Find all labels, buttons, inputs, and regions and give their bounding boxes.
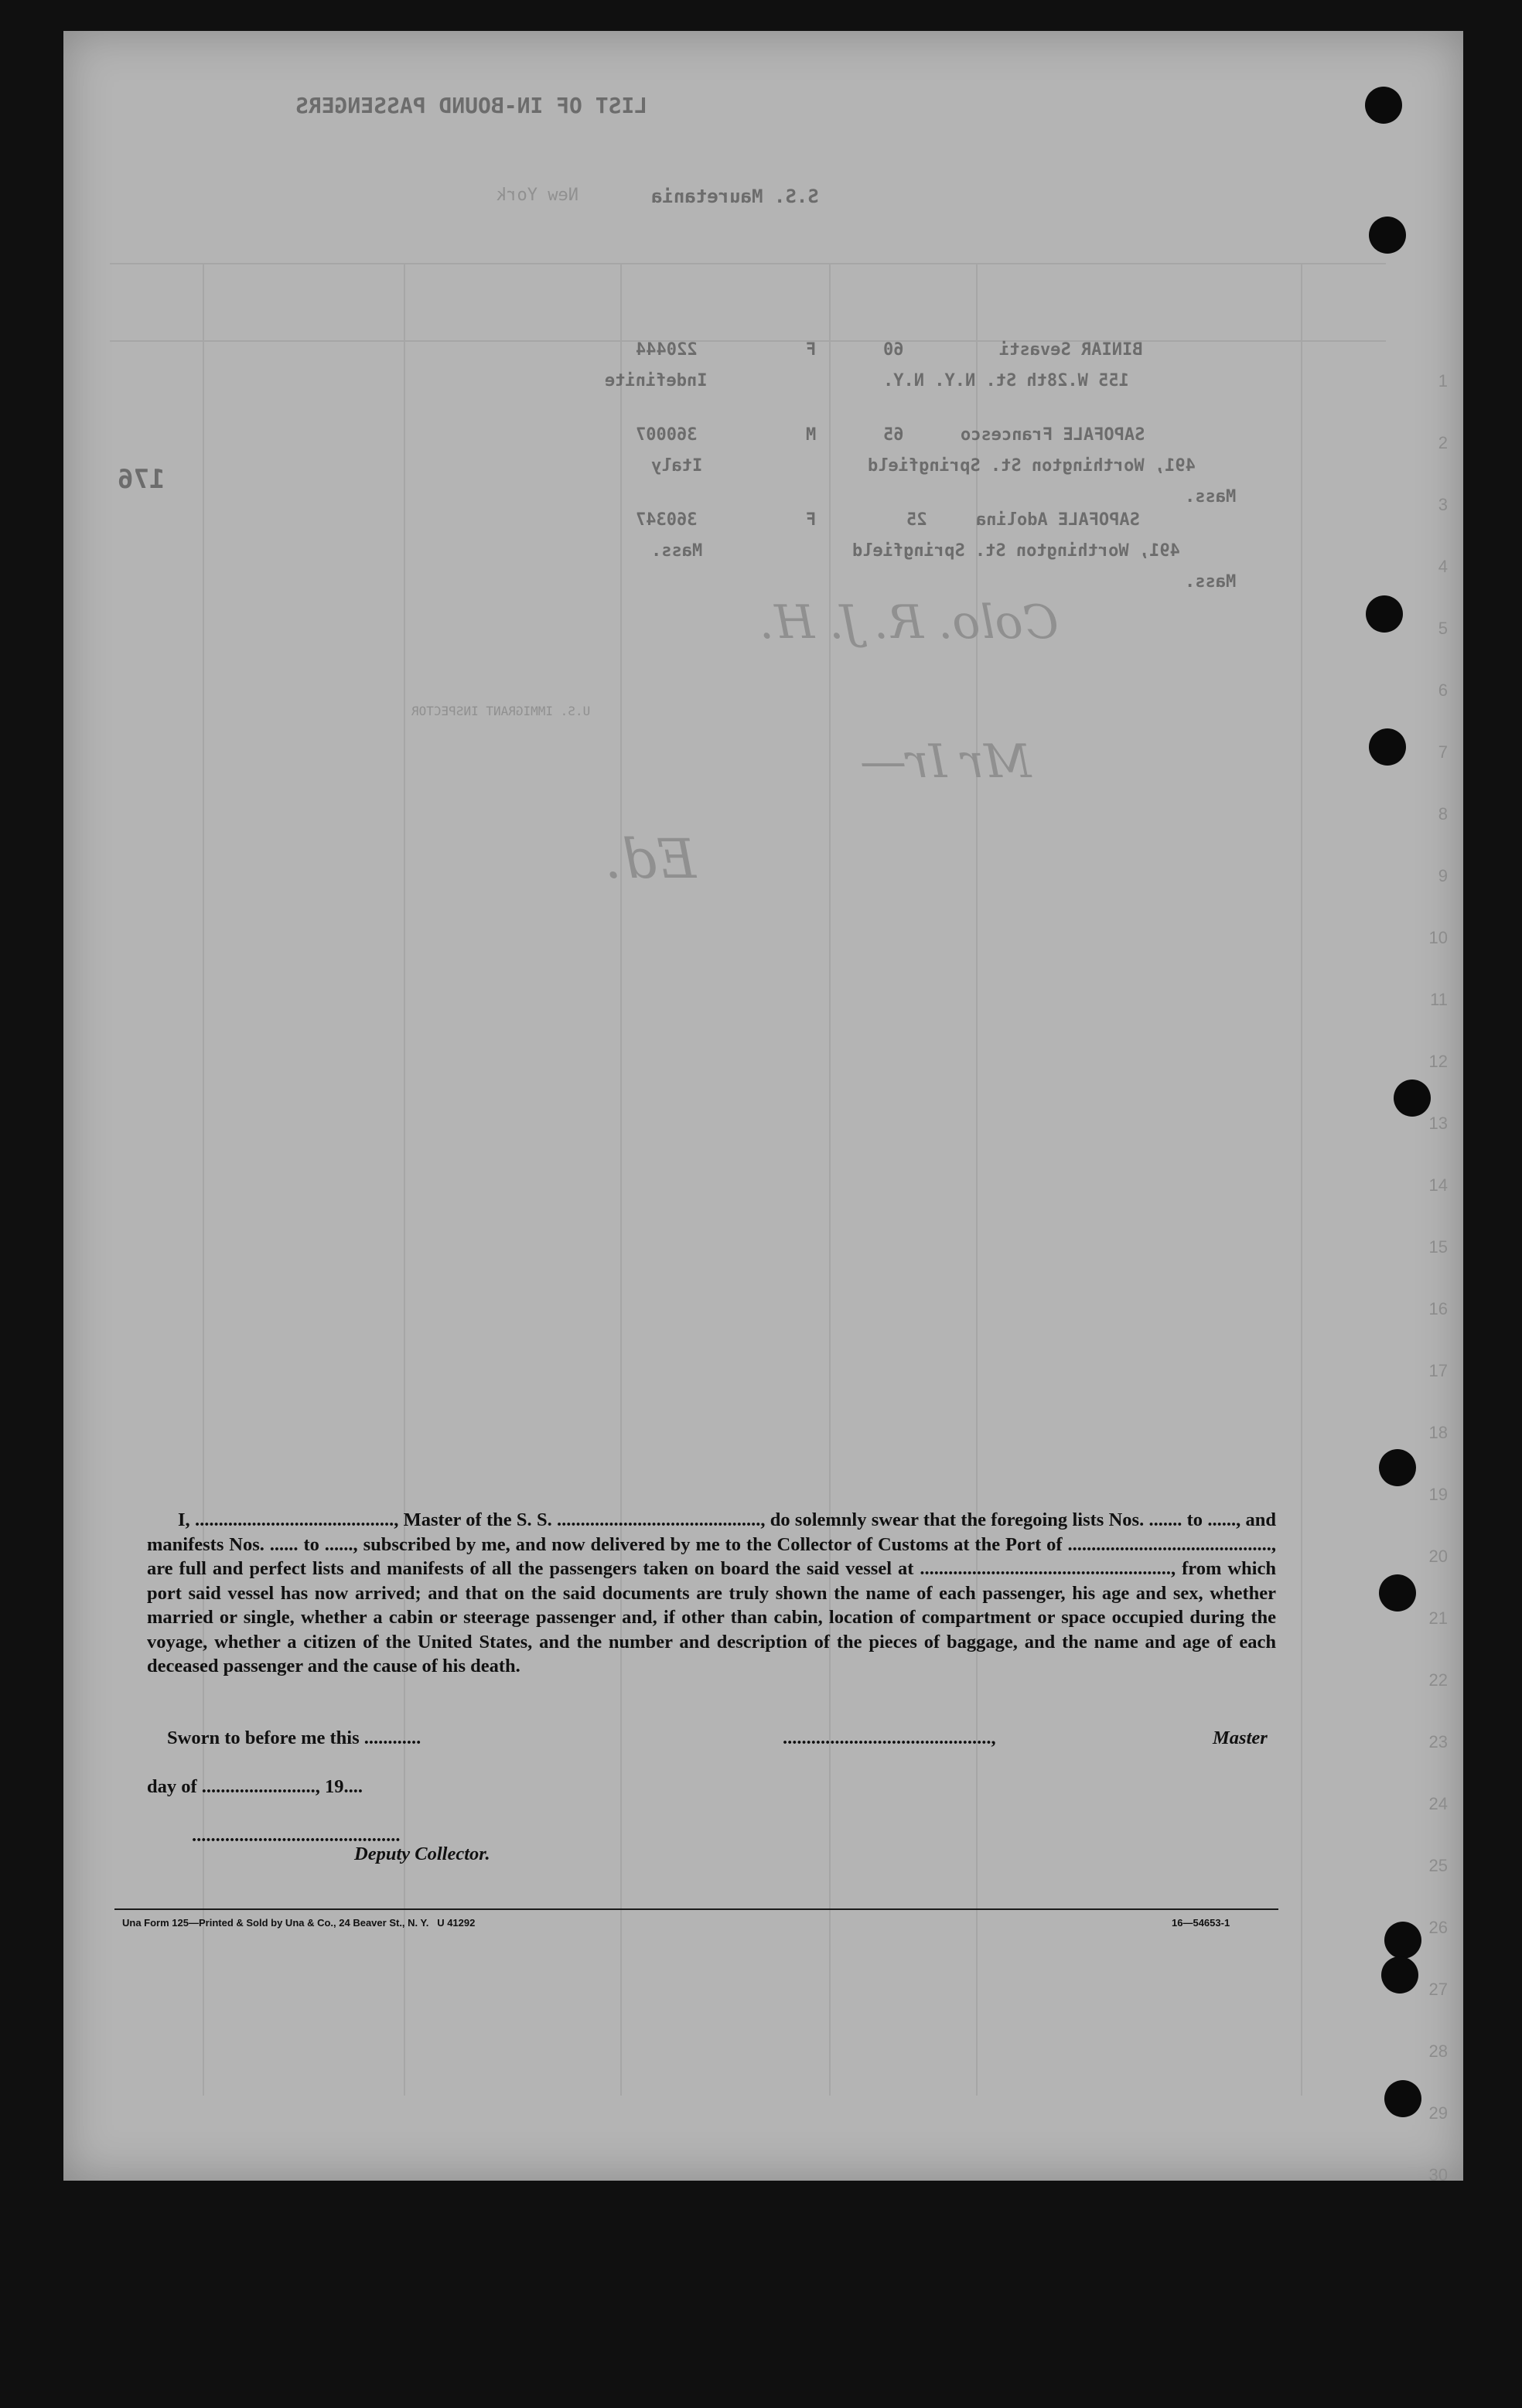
row-number: 8: [1438, 804, 1448, 824]
row-number: 30: [1428, 2165, 1448, 2185]
ghost-ship-name: S.S. Mauretania: [651, 186, 819, 207]
sworn-line: Sworn to before me this ............: [167, 1728, 421, 1748]
ghost-entry-address: 491, Worthington St. Springfield: [852, 541, 1180, 561]
ghost-inspector-stamp: U.S. IMMIGRANT INSPECTOR: [411, 704, 591, 718]
binder-hole: [1384, 2080, 1421, 2117]
ghost-signature: Mr Ir—: [860, 735, 1032, 789]
footer-rule: [114, 1908, 1278, 1910]
row-number: 29: [1428, 2103, 1448, 2123]
ghost-entry-name: SAPOFALE Francesco: [961, 425, 1145, 445]
ghost-entry-sex: M: [806, 425, 817, 445]
day-of-line: day of ........................, 19....: [147, 1776, 363, 1797]
ghost-entry-number: 360007: [636, 425, 698, 445]
row-number: 9: [1438, 866, 1448, 885]
row-number: 14: [1428, 1175, 1448, 1195]
manifest-page: [63, 31, 1463, 2185]
row-number: 26: [1428, 1918, 1448, 1937]
row-number: 5: [1438, 619, 1448, 638]
deputy-label: Deputy Collector.: [354, 1844, 490, 1864]
row-number: 12: [1428, 1052, 1448, 1071]
master-signature-line: ............................................,: [783, 1728, 996, 1748]
binder-hole: [1366, 595, 1403, 633]
column-rule: [976, 263, 978, 2096]
row-number: 24: [1428, 1794, 1448, 1813]
row-number: 27: [1428, 1980, 1448, 1999]
form-number: 16—54653-1: [1172, 1917, 1230, 1929]
ghost-entry-number: 360347: [636, 510, 698, 530]
ghost-entry-state: Mass.: [1185, 487, 1237, 506]
binder-hole: [1384, 1922, 1421, 1959]
row-number: 2: [1438, 433, 1448, 452]
column-rule: [1301, 263, 1302, 2096]
column-rule: [829, 263, 831, 2096]
ghost-signature: Colo. R. J. H.: [759, 595, 1059, 650]
row-number: 7: [1438, 742, 1448, 762]
deputy-signature-line: ............................................: [192, 1825, 401, 1846]
ghost-port: New York: [497, 186, 578, 205]
binder-hole: [1381, 1956, 1418, 1994]
ghost-entry-name: BINIAR Sevasti: [999, 340, 1143, 360]
form-imprint: Una Form 125—Printed & Sold by Una & Co., 24 Beaver St., N. Y. U 41292: [122, 1917, 476, 1929]
row-number: 4: [1438, 557, 1448, 576]
row-number: 1: [1438, 371, 1448, 391]
row-number: 13: [1428, 1114, 1448, 1133]
column-rule: [620, 263, 622, 2096]
oath-text: I, .........................................., Master of the S. S. ..........................................., do solemnly swear that the foregoing lists Nos. ....... to ......, and manifests Nos. ...... to ......, subscribed by me, and now delivered by me to the Collector of Customs at the Port of ..........................................., are full and perfect lists and manifests of all the passengers taken on board the said vessel at ....................................................., from which port said vessel has now arrived; and that on the said documents are truly shown the name of each passenger, his age and sex, whether married or single, whether a cabin or steerage passenger and, if other than cabin, location of compartment or space occupied during the voyage, whether a citizen of the United States, and the number and description of the pieces of baggage, and the name and age of each deceased passenger and the cause of his death.: [147, 1509, 1276, 1676]
ghost-entry-place: Italy: [651, 456, 703, 476]
ghost-entry-place: Mass.: [651, 541, 703, 561]
row-number: 15: [1428, 1237, 1448, 1257]
row-number: 6: [1438, 680, 1448, 700]
binder-hole: [1369, 217, 1406, 254]
ghost-entry-sex: F: [806, 510, 817, 530]
ghost-signature: Ed.: [605, 827, 697, 891]
row-number: 18: [1428, 1423, 1448, 1442]
header-rule: [110, 340, 1386, 342]
ghost-entry-age: 25: [906, 510, 927, 530]
ghost-margin-number: 176: [118, 464, 166, 495]
row-number: 23: [1428, 1732, 1448, 1751]
master-label: Master: [1213, 1728, 1268, 1748]
column-rule: [404, 263, 405, 2096]
row-number: 20: [1428, 1547, 1448, 1566]
ghost-entry-address: 491, Worthington St. Springfield: [868, 456, 1196, 476]
ghost-entry-sex: F: [806, 340, 817, 360]
row-number: 28: [1428, 2041, 1448, 2061]
ghost-entry-number: 220444: [636, 340, 698, 360]
row-number: 25: [1428, 1856, 1448, 1875]
ghost-entry-name: SAPOFALE Adolina: [976, 510, 1140, 530]
ghost-entry-state: Mass.: [1185, 572, 1237, 592]
ghost-entry-age: 60: [883, 340, 904, 360]
binder-hole: [1369, 728, 1406, 766]
row-number: 16: [1428, 1299, 1448, 1318]
column-rule: [203, 263, 204, 2096]
row-number: 17: [1428, 1361, 1448, 1380]
row-number: 21: [1428, 1608, 1448, 1628]
row-number: 11: [1430, 990, 1448, 1009]
binder-hole: [1379, 1574, 1416, 1612]
binder-hole: [1394, 1080, 1431, 1117]
row-number: 3: [1438, 495, 1448, 514]
binder-hole: [1365, 87, 1402, 124]
binder-hole: [1379, 1449, 1416, 1486]
ghost-entry-place: Indefinite: [605, 371, 708, 391]
ghost-entry-address: 155 W.28th St. N.Y. N.Y.: [883, 371, 1129, 391]
row-number: 22: [1428, 1670, 1448, 1690]
header-rule: [110, 263, 1386, 264]
oath-block: [147, 1508, 1276, 1679]
ghost-entry-age: 65: [883, 425, 904, 445]
ghost-header-title: LIST OF IN-BOUND PASSENGERS: [295, 93, 648, 118]
row-number: 19: [1428, 1485, 1448, 1504]
row-number: 10: [1428, 928, 1448, 947]
